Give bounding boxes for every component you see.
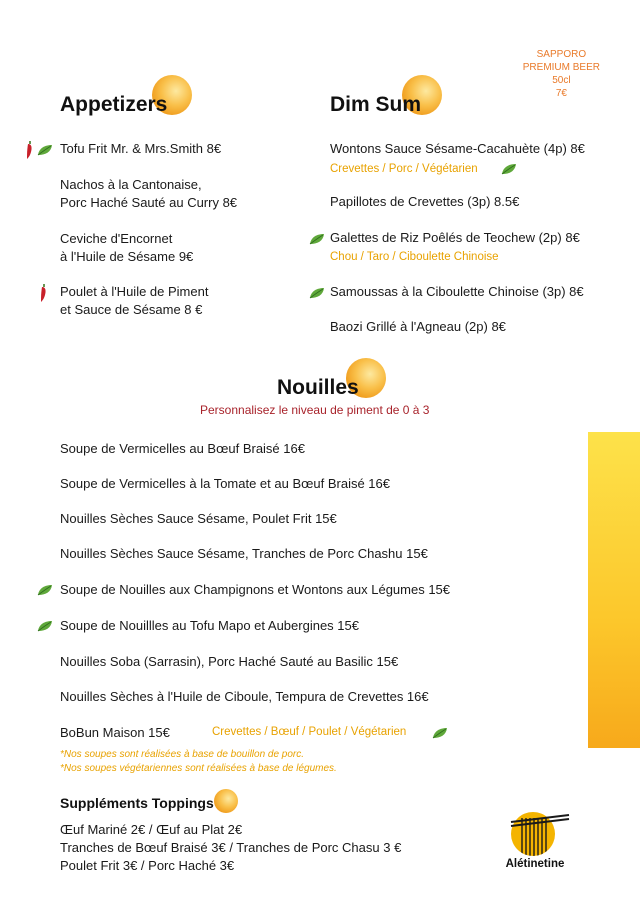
noodle-bowl-logo-icon [505,808,571,858]
nouilles-item: Soupe de Nouilles aux Champignons et Wontons aux Légumes 15€ [60,582,451,597]
appetizers-title: Appetizers [60,93,168,116]
nouilles-item: Nouilles Sèches Sauce Sésame, Tranches de Porc Chashu 15€ [60,546,428,561]
chili-icon [25,140,35,160]
dimsum-options: Chou / Taro / Ciboulette Chinoise [330,251,499,263]
dimsum-item: Galettes de Riz Poêlés de Teochew (2p) 8€ [330,230,580,245]
appetizer-item: Tofu Frit Mr. & Mrs.Smith 8€ [60,141,222,156]
beer-volume: 50cl [552,75,571,86]
appetizer-item: Ceviche d'Encornet à l'Huile de Sésame 9€ [60,231,194,264]
leaf-icon [37,144,53,156]
chili-icon [39,283,49,303]
nouilles-item: Nouilles Sèches Sauce Sésame, Poulet Frit 15€ [60,511,337,526]
appetizer-item: Poulet à l'Huile de Piment et Sauce de Sésame 8 € [60,284,209,317]
nouilles-item: Nouilles Soba (Sarrasin), Porc Haché Sauté au Basilic 15€ [60,654,399,669]
dimsum-item: Papillotes de Crevettes (3p) 8.5€ [330,194,520,209]
beer-type: PREMIUM BEER [522,62,600,73]
vegetarian-note: *Nos soupes végétariennes sont réalisées à base de légumes. [60,763,337,774]
logo-name: Alétinetine [505,858,565,870]
beer-brand: SAPPORO [536,49,587,60]
topping-line: Tranches de Bœuf Braisé 3€ / Tranches de Porc Chasu 3 € [60,840,402,855]
topping-line: Poulet Frit 3€ / Porc Haché 3€ [60,858,235,873]
toppings-title: Suppléments Toppings [60,795,214,811]
nouilles-item: Soupe de Nouillles au Tofu Mapo et Aubergines 15€ [60,618,359,633]
sun-decoration-icon [212,787,240,815]
leaf-icon [309,287,325,299]
nouilles-item: Nouilles Sèches à l'Huile de Ciboule, Tempura de Crevettes 16€ [60,689,429,704]
leaf-icon [309,233,325,245]
leaf-icon [37,584,53,596]
dimsum-item: Baozi Grillé à l'Agneau (2p) 8€ [330,319,506,334]
dimsum-title: Dim Sum [330,93,422,116]
leaf-icon [501,163,517,175]
decorative-band [588,432,640,748]
nouilles-title: Nouilles [277,376,359,399]
beer-offer [523,48,600,100]
nouilles-item: Soupe de Vermicelles à la Tomate et au Bœuf Braisé 16€ [60,476,391,491]
dimsum-options: Crevettes / Porc / Végétarien [330,163,478,175]
toppings-list [60,821,401,875]
dimsum-item: Wontons Sauce Sésame-Cacahuète (4p) 8€ [330,141,585,156]
dimsum-item: Samoussas à la Ciboulette Chinoise (3p) 8€ [330,284,584,299]
broth-note: *Nos soupes sont réalisées à base de bouillon de porc. [60,749,305,760]
leaf-icon [432,727,448,739]
appetizer-item: Nachos à la Cantonaise, Porc Haché Sauté au Curry 8€ [60,177,238,210]
leaf-icon [37,620,53,632]
bobun-options: Crevettes / Bœuf / Poulet / Végétarien [212,726,407,738]
nouilles-item: Soupe de Vermicelles au Bœuf Braisé 16€ [60,441,305,456]
nouilles-subtitle: Personnalisez le niveau de piment de 0 à 3 [200,403,430,417]
beer-price: 7€ [555,88,567,99]
nouilles-item: BoBun Maison 15€ [60,725,170,740]
topping-line: Œuf Mariné 2€ / Œuf au Plat 2€ [60,822,243,837]
